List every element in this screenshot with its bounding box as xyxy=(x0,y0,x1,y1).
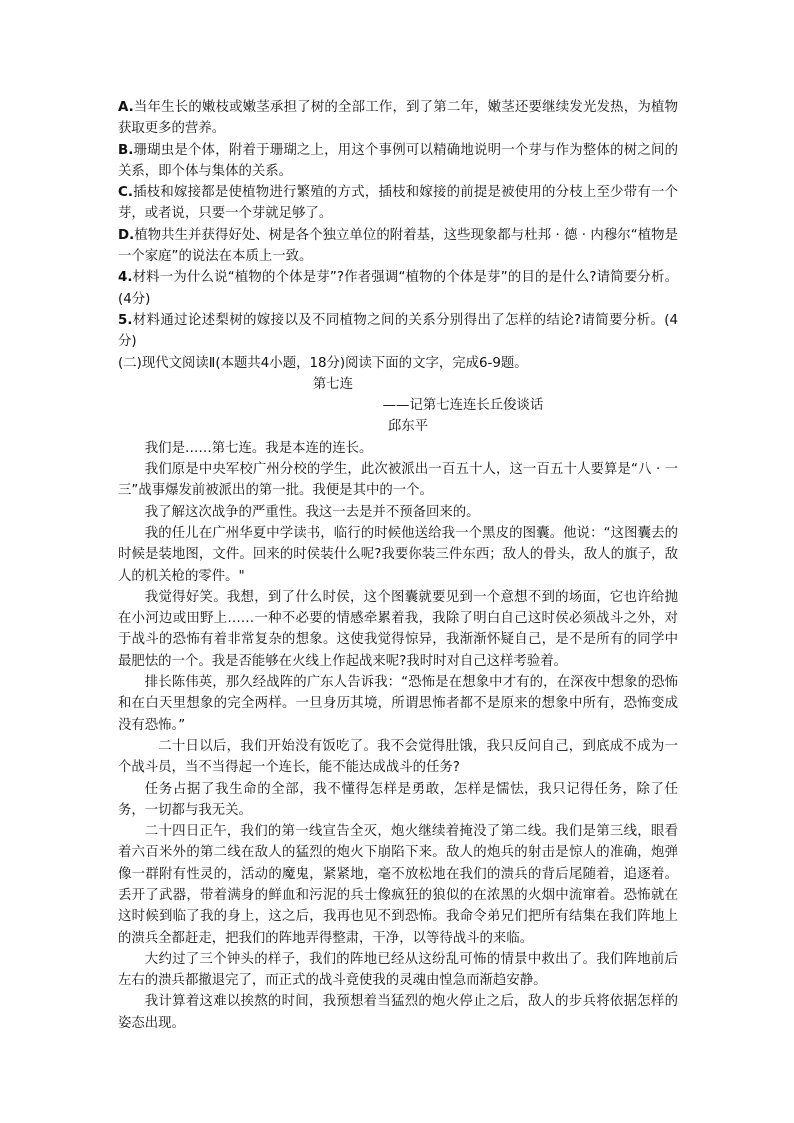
article-paragraph: 任务占据了我生命的全部，我不懂得怎样是勇敢，怎样是懦怯，我只记得任务，除了任务，一切都与我无关。 xyxy=(118,781,678,818)
article-paragraph: 我的任儿在广州华夏中学读书，临行的时候他送给我一个黑皮的图囊。他说：“这图囊去的时候是装地图，文件。回来的时侯装什么呢?我要你装三件东西；敌人的骨头，敌人的旗子，敌人的机关枪的零件。" xyxy=(118,525,678,584)
question-text: 材料通过论述梨树的嫁接以及不同植物之间的关系分别得出了怎样的结论?请简要分析。(4分) xyxy=(118,312,678,350)
option-text: 插枝和嫁接都是使植物进行繁殖的方式，插枝和嫁接的前提是被使用的分枝上至少带有一个芽，或者说，只要一个芽就足够了。 xyxy=(118,185,678,222)
article-title: 第七连 xyxy=(312,376,354,392)
section-header: (二)现代文阅读Ⅱ(本题共4小题，18分)阅读下面的文字，完成6-9题。 xyxy=(118,355,528,371)
option-letter: A. xyxy=(118,100,134,115)
option-text: 当年生长的嫩枝或嫩茎承担了树的全部工作，到了第二年，嫩茎还要继续发光发热，为植物获取更多的营养。 xyxy=(118,100,678,137)
article-author: 邱东平 xyxy=(387,419,429,435)
article-paragraph: 我了解这次战争的严重性。我这一去是并不预备回来的。 xyxy=(144,504,480,520)
article-paragraph: 大约过了三个钟头的样子，我们的阵地已经从这纷乱可怖的情景中救出了。我们阵地前后左右的溃兵都撤退完了，而正式的战斗竟使我的灵魂由惶急而渐趋安静。 xyxy=(118,951,678,989)
question-text: 材料一为什么说“植物的个体是芽”?作者强调“植物的个体是芽”的目的是什么?请简要分析。(4分) xyxy=(118,270,678,307)
option-letter: B. xyxy=(118,142,134,158)
article-paragraph: 我觉得好笑。我想，到了什么时侯，这个图囊就要见到一个意想不到的场面，它也许给抛在小河边或田野上……一种不必要的情感牵累着我，我除了明白自己这时侯必须战斗之外，对于战斗的恐怖有着非常复杂的想象。这使我觉得惊异，我渐渐怀疑自己，是不是所有的同学中最肥怯的一个。我是否能够在火线上作起战来呢?我时时对自己这样考验着。 xyxy=(118,589,678,669)
question-5 xyxy=(118,310,678,353)
option-b xyxy=(118,140,678,183)
option-text: 植物共生并获得好处、树是各个独立单位的附着基，这些现象都与杜邦 · 德 · 内穆尔“植物是一个家庭”的说法在本质上一致。 xyxy=(118,227,678,265)
question-4 xyxy=(118,267,678,310)
article-subtitle: ——记第七连连长丘俊谈话 xyxy=(382,398,544,414)
option-letter: D. xyxy=(118,227,135,243)
article-paragraph: 二十四日正午，我们的第一线宣告全灭，炮火继续着掩没了第二线。我们是第三线，眼看着六百米外的第二线在敌人的猛烈的炮火下崩陷下来。敌人的炮兵的射击是惊人的准确，炮弹像一群附有性灵的，活动的魔鬼，紧紧地，毫不放松地在我们的溃兵的背后尾随着，追逐着。丢开了武器，带着满身的鲜血和污泥的兵士像疯狂的狼似的在浓黑的火烟中流窜着。恐怖就在这时候到临了我的身上，这之后，我再也见不到恐怖。我命令弟兄们把所有结集在我们阵地上的溃兵全都赶走，把我们的阵地弄得整肃，干净，以等待战斗的来临。 xyxy=(118,824,678,946)
article-paragraph: 我们原是中央军校广州分校的学生，此次被派出一百五十人，这一百五十人要算是“八 · 一三”战事爆发前被派出的第一批。我便是其中的一个。 xyxy=(118,462,678,499)
option-letter: C. xyxy=(118,185,133,201)
option-a xyxy=(118,97,678,140)
page-content xyxy=(118,97,678,1034)
article-paragraph: 我计算着这难以挨熬的时间，我预想着当猛烈的炮火停止之后，敌人的步兵将依据怎样的姿态出现。 xyxy=(118,994,678,1031)
option-text: 珊瑚虫是个体，附着于珊瑚之上，用这个事例可以精确地说明一个芽与作为整体的树之间的关系，即个体与集体的关系。 xyxy=(118,142,678,179)
question-number: 4. xyxy=(118,270,133,286)
article-paragraph: 我们是……第七连。我是本连的连长。 xyxy=(144,440,373,456)
option-c xyxy=(118,182,678,225)
article-paragraph: 排长陈伟英，那久经战阵的广东人告诉我：“恐怖是在想象中才有的，在深夜中想象的恐怖和在白天里想象的完全两样。一旦身历其境，所谓思怖者都不是原来的想象中所有，恐怖变成没有恐怖。” xyxy=(118,675,678,733)
article-paragraph: 二十日以后，我们开始没有饭吃了。我不会觉得肚饿，我只反问自己，到底成不成为一个战斗员，当不当得起一个连长，能不能达成战斗的任务? xyxy=(118,738,678,776)
question-number: 5. xyxy=(118,312,133,328)
option-d xyxy=(118,225,678,268)
